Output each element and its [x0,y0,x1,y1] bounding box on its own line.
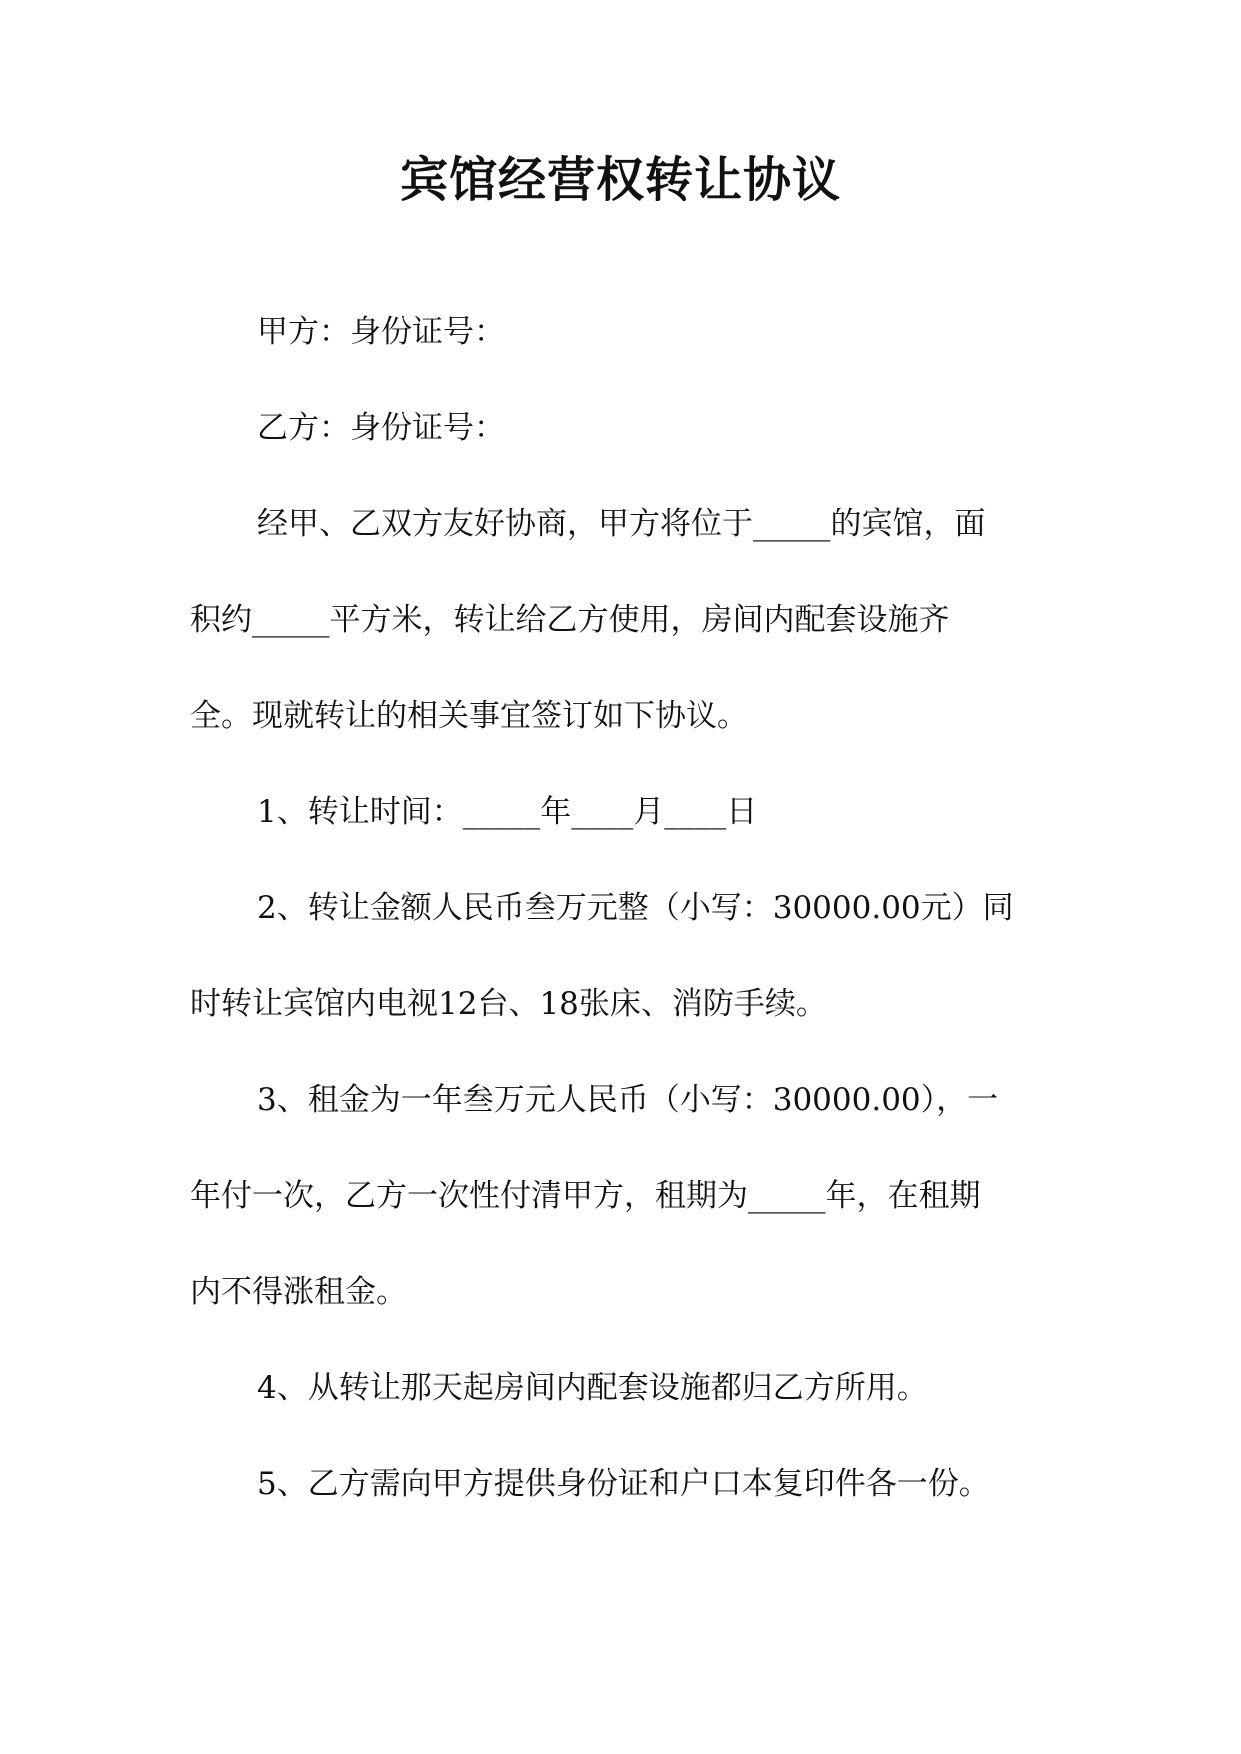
clause-1-line-1: 1、转让时间：_____年____月____日 [257,794,758,830]
clause-3-line-2: 年付一次，乙方一次性付清甲方，租期为_____年，在租期 [190,1178,981,1214]
preamble-line-2: 积约_____平方米，转让给乙方使用，房间内配套设施齐 [190,602,950,638]
clause-4-line-1: 4、从转让那天起房间内配套设施都归乙方所用。 [257,1370,928,1406]
party-b-line: 乙方：身份证号： [257,410,505,446]
clause-2-line-2: 时转让宾馆内电视12台、18张床、消防手续。 [190,986,827,1022]
preamble-line-3: 全。现就转让的相关事宜签订如下协议。 [190,698,748,734]
clause-5-line-1: 5、乙方需向甲方提供身份证和户口本复印件各一份。 [257,1466,990,1502]
preamble-line-1: 经甲、乙双方友好协商，甲方将位于_____的宾馆，面 [257,506,986,542]
clause-3-line-1: 3、租金为一年叁万元人民币（小写：30000.00），一 [257,1082,999,1118]
document-title: 宾馆经营权转让协议 [399,152,841,208]
party-a-line: 甲方：身份证号： [257,314,505,350]
clause-2-line-1: 2、转让金额人民币叁万元整（小写：30000.00元）同 [257,890,1014,926]
clause-3-line-3: 内不得涨租金。 [190,1274,407,1310]
